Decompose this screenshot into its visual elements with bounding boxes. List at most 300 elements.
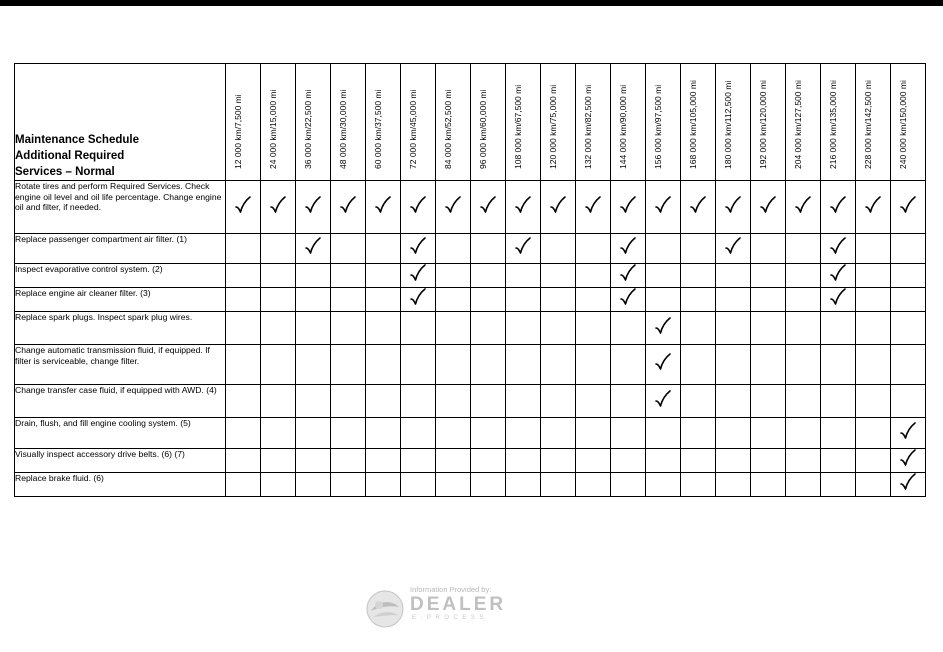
- schedule-cell: [716, 473, 751, 497]
- schedule-cell: [541, 418, 576, 449]
- schedule-cell: [366, 345, 401, 385]
- schedule-cell: [436, 473, 471, 497]
- checkmark-icon: [725, 196, 741, 214]
- schedule-cell: [541, 234, 576, 264]
- schedule-cell: [681, 264, 716, 288]
- schedule-cell: [226, 312, 261, 345]
- schedule-cell: [821, 181, 856, 234]
- service-task: Drain, flush, and fill engine cooling system. (5): [15, 418, 226, 449]
- schedule-cell: [436, 449, 471, 473]
- table-row: [15, 418, 926, 449]
- table-row: [15, 288, 926, 312]
- schedule-cell: [856, 312, 891, 345]
- schedule-cell: [366, 264, 401, 288]
- schedule-cell: [716, 312, 751, 345]
- schedule-cell: [401, 181, 436, 234]
- schedule-cell: [681, 288, 716, 312]
- brand-name: DEALER: [410, 594, 507, 615]
- schedule-cell: [296, 418, 331, 449]
- checkmark-icon: [410, 288, 426, 306]
- interval-header: [576, 64, 611, 181]
- schedule-cell: [716, 385, 751, 418]
- schedule-cell: [716, 264, 751, 288]
- schedule-cell: [331, 345, 366, 385]
- schedule-cell: [226, 473, 261, 497]
- schedule-cell: [331, 473, 366, 497]
- schedule-cell: [786, 418, 821, 449]
- schedule-cell: [541, 473, 576, 497]
- schedule-cell: [226, 418, 261, 449]
- schedule-cell: [891, 418, 926, 449]
- schedule-cell: [646, 288, 681, 312]
- checkmark-icon: [445, 196, 461, 214]
- checkmark-icon: [620, 288, 636, 306]
- schedule-cell: [366, 385, 401, 418]
- checkmark-icon: [410, 196, 426, 214]
- schedule-cell: [786, 449, 821, 473]
- schedule-cell: [821, 449, 856, 473]
- schedule-cell: [471, 345, 506, 385]
- schedule-cell: [681, 418, 716, 449]
- schedule-cell: [646, 418, 681, 449]
- schedule-cell: [296, 473, 331, 497]
- checkmark-icon: [235, 196, 251, 214]
- checkmark-icon: [515, 237, 531, 255]
- checkmark-icon: [480, 196, 496, 214]
- schedule-cell: [646, 312, 681, 345]
- schedule-cell: [296, 234, 331, 264]
- schedule-cell: [296, 345, 331, 385]
- schedule-cell: [576, 312, 611, 345]
- interval-header: [401, 64, 436, 181]
- service-task: Inspect evaporative control system. (2): [15, 264, 226, 288]
- interval-label: 96 000 km/60,000 mi: [478, 89, 488, 169]
- interval-header: [506, 64, 541, 181]
- service-task: Replace engine air cleaner filter. (3): [15, 288, 226, 312]
- schedule-cell: [891, 234, 926, 264]
- schedule-cell: [471, 234, 506, 264]
- schedule-cell: [436, 181, 471, 234]
- schedule-cell: [261, 345, 296, 385]
- schedule-cell: [261, 473, 296, 497]
- interval-label: 108 000 km/67,500 mi: [513, 84, 523, 169]
- schedule-cell: [296, 264, 331, 288]
- schedule-cell: [786, 312, 821, 345]
- schedule-cell: [401, 385, 436, 418]
- checkmark-icon: [655, 353, 671, 371]
- info-provided-text: Information Provided by:: [410, 585, 492, 594]
- schedule-cell: [751, 264, 786, 288]
- checkmark-icon: [725, 237, 741, 255]
- checkmark-icon: [830, 288, 846, 306]
- schedule-cell: [401, 418, 436, 449]
- checkmark-icon: [690, 196, 706, 214]
- title-line-1: Maintenance Schedule: [15, 134, 139, 146]
- service-task: Replace passenger compartment air filter. (1): [15, 234, 226, 264]
- schedule-cell: [226, 264, 261, 288]
- schedule-cell: [471, 418, 506, 449]
- schedule-cell: [471, 449, 506, 473]
- interval-label: 180 000 km/112,500 mi: [723, 80, 733, 169]
- table-row: [15, 234, 926, 264]
- interval-label: 48 000 km/30,000 mi: [338, 89, 348, 169]
- interval-header: [436, 64, 471, 181]
- maintenance-schedule-table: [14, 63, 926, 497]
- schedule-cell: [891, 264, 926, 288]
- checkmark-icon: [830, 237, 846, 255]
- table-row: [15, 312, 926, 345]
- schedule-cell: [331, 288, 366, 312]
- checkmark-icon: [830, 264, 846, 282]
- schedule-cell: [261, 264, 296, 288]
- interval-label: 120 000 km/75,000 mi: [548, 84, 558, 169]
- schedule-title: [15, 64, 226, 181]
- schedule-cell: [576, 234, 611, 264]
- schedule-cell: [471, 288, 506, 312]
- schedule-cell: [681, 234, 716, 264]
- schedule-cell: [751, 449, 786, 473]
- schedule-cell: [821, 473, 856, 497]
- schedule-cell: [506, 234, 541, 264]
- table-row: [15, 264, 926, 288]
- schedule-cell: [331, 385, 366, 418]
- schedule-cell: [786, 181, 821, 234]
- schedule-cell: [296, 181, 331, 234]
- interval-label: 156 000 km/97,500 mi: [653, 84, 663, 169]
- schedule-cell: [646, 234, 681, 264]
- interval-header: [786, 64, 821, 181]
- schedule-cell: [751, 181, 786, 234]
- table-row: [15, 449, 926, 473]
- schedule-cell: [261, 312, 296, 345]
- table-row: [15, 181, 926, 234]
- checkmark-icon: [620, 264, 636, 282]
- schedule-cell: [786, 288, 821, 312]
- schedule-cell: [366, 312, 401, 345]
- schedule-cell: [856, 418, 891, 449]
- schedule-cell: [331, 418, 366, 449]
- schedule-cell: [401, 234, 436, 264]
- checkmark-icon: [620, 237, 636, 255]
- interval-header: [331, 64, 366, 181]
- service-task: Change automatic transmission fluid, if equipped. If filter is serviceable, change filter.: [15, 345, 226, 385]
- schedule-cell: [786, 234, 821, 264]
- schedule-cell: [821, 234, 856, 264]
- schedule-cell: [681, 181, 716, 234]
- schedule-cell: [646, 449, 681, 473]
- checkmark-icon: [410, 237, 426, 255]
- schedule-cell: [786, 473, 821, 497]
- schedule-cell: [506, 385, 541, 418]
- schedule-cell: [296, 449, 331, 473]
- schedule-cell: [226, 234, 261, 264]
- schedule-cell: [226, 449, 261, 473]
- interval-header: [611, 64, 646, 181]
- schedule-cell: [506, 264, 541, 288]
- schedule-cell: [751, 385, 786, 418]
- interval-label: 240 000 km/150,000 mi: [898, 80, 908, 169]
- schedule-cell: [471, 264, 506, 288]
- schedule-cell: [541, 288, 576, 312]
- schedule-cell: [366, 473, 401, 497]
- interval-header: [891, 64, 926, 181]
- schedule-cell: [751, 234, 786, 264]
- checkmark-icon: [305, 237, 321, 255]
- schedule-cell: [611, 345, 646, 385]
- schedule-cell: [331, 449, 366, 473]
- schedule-cell: [436, 288, 471, 312]
- schedule-cell: [681, 312, 716, 345]
- schedule-cell: [681, 449, 716, 473]
- checkmark-icon: [620, 196, 636, 214]
- schedule-cell: [611, 264, 646, 288]
- interval-label: 132 000 km/82,500 mi: [583, 84, 593, 169]
- schedule-cell: [716, 345, 751, 385]
- schedule-cell: [436, 312, 471, 345]
- schedule-cell: [261, 234, 296, 264]
- schedule-cell: [506, 449, 541, 473]
- schedule-cell: [471, 385, 506, 418]
- interval-header: [296, 64, 331, 181]
- schedule-cell: [856, 264, 891, 288]
- checkmark-icon: [900, 473, 916, 491]
- interval-header: [226, 64, 261, 181]
- schedule-cell: [576, 418, 611, 449]
- service-task: Change transfer case fluid, if equipped with AWD. (4): [15, 385, 226, 418]
- schedule-cell: [611, 418, 646, 449]
- checkmark-icon: [900, 449, 916, 467]
- schedule-cell: [541, 345, 576, 385]
- schedule-cell: [646, 264, 681, 288]
- interval-header: [541, 64, 576, 181]
- schedule-cell: [471, 181, 506, 234]
- schedule-cell: [681, 345, 716, 385]
- table-row: [15, 385, 926, 418]
- schedule-cell: [646, 345, 681, 385]
- schedule-cell: [716, 449, 751, 473]
- schedule-cell: [261, 288, 296, 312]
- brand-subtitle: E-PROCESS: [412, 615, 488, 621]
- checkmark-icon: [760, 196, 776, 214]
- checkmark-icon: [585, 196, 601, 214]
- checkmark-icon: [655, 390, 671, 408]
- title-line-2: Additional Required: [15, 150, 125, 162]
- schedule-cell: [506, 288, 541, 312]
- schedule-cell: [786, 264, 821, 288]
- checkmark-icon: [795, 196, 811, 214]
- schedule-cell: [226, 288, 261, 312]
- table-row: [15, 345, 926, 385]
- checkmark-icon: [900, 422, 916, 440]
- schedule-cell: [576, 181, 611, 234]
- schedule-cell: [821, 288, 856, 312]
- schedule-cell: [716, 418, 751, 449]
- schedule-cell: [611, 473, 646, 497]
- schedule-cell: [436, 385, 471, 418]
- checkmark-icon: [515, 196, 531, 214]
- schedule-cell: [751, 345, 786, 385]
- schedule-cell: [576, 264, 611, 288]
- schedule-cell: [331, 312, 366, 345]
- schedule-cell: [401, 449, 436, 473]
- schedule-cell: [856, 473, 891, 497]
- schedule-cell: [331, 181, 366, 234]
- schedule-cell: [506, 418, 541, 449]
- schedule-cell: [471, 473, 506, 497]
- checkmark-icon: [865, 196, 881, 214]
- interval-header: [646, 64, 681, 181]
- schedule-cell: [366, 449, 401, 473]
- schedule-cell: [506, 181, 541, 234]
- interval-header: [716, 64, 751, 181]
- schedule-cell: [576, 385, 611, 418]
- schedule-cell: [366, 288, 401, 312]
- checkmark-icon: [830, 196, 846, 214]
- schedule-cell: [716, 288, 751, 312]
- schedule-cell: [821, 418, 856, 449]
- schedule-cell: [821, 312, 856, 345]
- schedule-cell: [786, 385, 821, 418]
- interval-label: 204 000 km/127,500 mi: [793, 80, 803, 169]
- schedule-cell: [226, 181, 261, 234]
- schedule-cell: [541, 312, 576, 345]
- schedule-cell: [751, 288, 786, 312]
- title-line-3: Services – Normal: [15, 166, 115, 178]
- schedule-cell: [506, 312, 541, 345]
- checkmark-icon: [900, 196, 916, 214]
- schedule-cell: [681, 385, 716, 418]
- schedule-cell: [401, 473, 436, 497]
- header-row: [15, 64, 926, 181]
- schedule-cell: [751, 418, 786, 449]
- schedule-cell: [541, 385, 576, 418]
- interval-label: 72 000 km/45,000 mi: [408, 89, 418, 169]
- schedule-cell: [891, 288, 926, 312]
- interval-label: 168 000 km/105,000 mi: [688, 80, 698, 169]
- schedule-cell: [471, 312, 506, 345]
- schedule-cell: [541, 181, 576, 234]
- checkmark-icon: [375, 196, 391, 214]
- checkmark-icon: [550, 196, 566, 214]
- schedule-cell: [611, 181, 646, 234]
- schedule-cell: [261, 385, 296, 418]
- schedule-cell: [646, 181, 681, 234]
- schedule-cell: [856, 288, 891, 312]
- schedule-cell: [611, 288, 646, 312]
- schedule-cell: [261, 418, 296, 449]
- interval-header: [366, 64, 401, 181]
- interval-label: 24 000 km/15,000 mi: [268, 89, 278, 169]
- schedule-cell: [296, 385, 331, 418]
- service-task: Replace spark plugs. Inspect spark plug wires.: [15, 312, 226, 345]
- interval-label: 12 000 km/7,500 mi: [233, 94, 243, 169]
- schedule-cell: [786, 345, 821, 385]
- schedule-cell: [821, 345, 856, 385]
- schedule-cell: [891, 345, 926, 385]
- interval-label: 228 000 km/142,500 mi: [863, 80, 873, 169]
- schedule-cell: [436, 418, 471, 449]
- schedule-cell: [506, 345, 541, 385]
- schedule-cell: [331, 264, 366, 288]
- schedule-cell: [506, 473, 541, 497]
- schedule-cell: [366, 181, 401, 234]
- schedule-cell: [891, 181, 926, 234]
- schedule-cell: [576, 345, 611, 385]
- service-task: Rotate tires and perform Required Services. Check engine oil level and oil life percentage. Change engine oil and filter, if needed.: [15, 181, 226, 234]
- schedule-cell: [681, 473, 716, 497]
- top-border-bar: [0, 0, 943, 6]
- interval-header: [261, 64, 296, 181]
- schedule-cell: [821, 264, 856, 288]
- interval-header: [681, 64, 716, 181]
- schedule-cell: [856, 181, 891, 234]
- schedule-cell: [891, 449, 926, 473]
- schedule-cell: [576, 449, 611, 473]
- schedule-cell: [296, 288, 331, 312]
- schedule-cell: [226, 345, 261, 385]
- schedule-cell: [436, 234, 471, 264]
- schedule-cell: [856, 345, 891, 385]
- checkmark-icon: [655, 196, 671, 214]
- interval-header: [821, 64, 856, 181]
- schedule-cell: [541, 264, 576, 288]
- schedule-cell: [646, 473, 681, 497]
- schedule-cell: [366, 234, 401, 264]
- schedule-cell: [401, 288, 436, 312]
- dealer-eprocess-logo: [365, 585, 545, 630]
- schedule-cell: [611, 234, 646, 264]
- checkmark-icon: [270, 196, 286, 214]
- schedule-cell: [856, 449, 891, 473]
- schedule-cell: [226, 385, 261, 418]
- schedule-cell: [611, 385, 646, 418]
- schedule-cell: [436, 264, 471, 288]
- schedule-cell: [891, 473, 926, 497]
- interval-label: 216 000 km/135,000 mi: [828, 80, 838, 169]
- checkmark-icon: [410, 264, 426, 282]
- globe-emblem-icon: [365, 589, 405, 634]
- schedule-cell: [576, 288, 611, 312]
- schedule-cell: [296, 312, 331, 345]
- schedule-cell: [541, 449, 576, 473]
- service-task: Visually inspect accessory drive belts. (6) (7): [15, 449, 226, 473]
- checkmark-icon: [305, 196, 321, 214]
- schedule-cell: [261, 181, 296, 234]
- interval-label: 84 000 km/52,500 mi: [443, 89, 453, 169]
- schedule-cell: [366, 418, 401, 449]
- schedule-cell: [261, 449, 296, 473]
- schedule-cell: [576, 473, 611, 497]
- interval-label: 192 000 km/120,000 mi: [758, 80, 768, 169]
- schedule-cell: [401, 264, 436, 288]
- checkmark-icon: [655, 317, 671, 335]
- interval-header: [856, 64, 891, 181]
- schedule-cell: [331, 234, 366, 264]
- schedule-cell: [716, 234, 751, 264]
- interval-header: [751, 64, 786, 181]
- schedule-cell: [891, 312, 926, 345]
- interval-label: 60 000 km/37,500 mi: [373, 89, 383, 169]
- schedule-cell: [891, 385, 926, 418]
- checkmark-icon: [340, 196, 356, 214]
- table-row: [15, 473, 926, 497]
- service-task: Replace brake fluid. (6): [15, 473, 226, 497]
- schedule-cell: [856, 234, 891, 264]
- schedule-cell: [401, 345, 436, 385]
- interval-label: 144 000 km/90,000 mi: [618, 84, 628, 169]
- schedule-cell: [751, 473, 786, 497]
- schedule-cell: [401, 312, 436, 345]
